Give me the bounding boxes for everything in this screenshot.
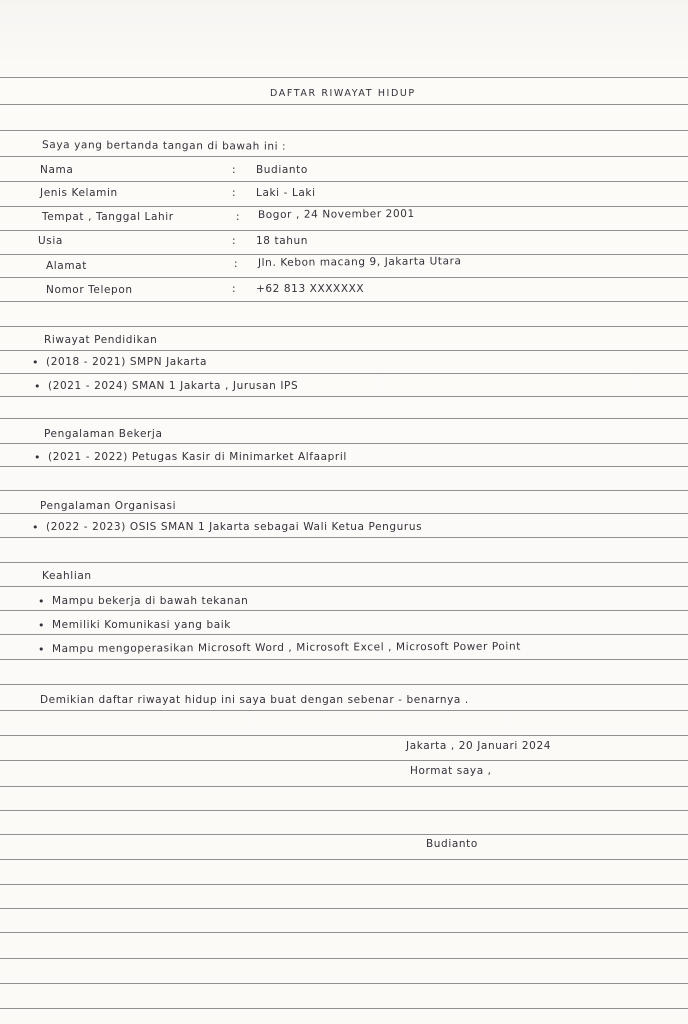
- value-tempat-tanggal-lahir: Bogor , 24 November 2001: [257, 207, 415, 221]
- value-nama: Budianto: [256, 164, 308, 176]
- ruled-line: [0, 418, 688, 419]
- work-item: • (2021 - 2022) Petugas Kasir di Minimarket Alfaapril: [48, 451, 347, 463]
- place-date: Jakarta , 20 Januari 2024: [406, 740, 552, 752]
- ruled-line: [0, 156, 688, 157]
- value-jenis-kelamin: Laki - Laki: [256, 187, 316, 199]
- ruled-line: [0, 396, 688, 397]
- ruled-line: [0, 760, 688, 761]
- ruled-line: [0, 513, 688, 514]
- ruled-line: [0, 206, 688, 207]
- ruled-line: [0, 130, 688, 131]
- ruled-line: [0, 684, 688, 685]
- ruled-line: [0, 932, 688, 933]
- organization-heading: Pengalaman Organisasi: [40, 500, 177, 512]
- label-jenis-kelamin: Jenis Kelamin: [40, 187, 118, 199]
- education-heading: Riwayat Pendidikan: [44, 334, 158, 346]
- separator: :: [232, 235, 237, 247]
- ruled-line: [0, 859, 688, 860]
- ruled-line: [0, 834, 688, 835]
- ruled-line: [0, 958, 688, 959]
- ruled-line: [0, 350, 688, 351]
- separator: :: [232, 164, 237, 176]
- value-nomor-telepon: +62 813 XXXXXXX: [256, 283, 365, 295]
- ruled-line: [0, 301, 688, 302]
- ruled-line: [0, 326, 688, 327]
- label-usia: Usia: [38, 235, 63, 247]
- ruled-line: [0, 277, 688, 278]
- separator: :: [232, 187, 237, 199]
- intro-text: Saya yang bertanda tangan di bawah ini :: [42, 139, 287, 153]
- skill-item: • Mampu bekerja di bawah tekanan: [52, 595, 248, 607]
- ruled-line: [0, 254, 688, 255]
- work-heading: Pengalaman Bekerja: [44, 428, 163, 440]
- ruled-line: [0, 786, 688, 787]
- separator: :: [236, 211, 241, 223]
- signature-name: Budianto: [426, 838, 478, 850]
- value-usia: 18 tahun: [256, 235, 309, 247]
- label-tempat-tanggal-lahir: Tempat , Tanggal Lahir: [42, 211, 174, 223]
- education-item: • (2018 - 2021) SMPN Jakarta: [46, 356, 207, 368]
- ruled-line: [0, 466, 688, 467]
- closing-statement: Demikian daftar riwayat hidup ini saya buat dengan sebenar - benarnya .: [40, 694, 469, 706]
- separator: :: [234, 258, 239, 270]
- ruled-line: [0, 373, 688, 374]
- ruled-line: [0, 230, 688, 231]
- skill-item: • Mampu mengoperasikan Microsoft Word , Microsoft Excel , Microsoft Power Point: [52, 641, 521, 655]
- ruled-line: [0, 104, 688, 105]
- ruled-line: [0, 1008, 688, 1009]
- ruled-line: [0, 983, 688, 984]
- document-title: DAFTAR RIWAYAT HIDUP: [270, 88, 416, 99]
- label-alamat: Alamat: [46, 260, 87, 272]
- separator: :: [232, 283, 237, 295]
- education-item: • (2021 - 2024) SMAN 1 Jakarta , Jurusan IPS: [48, 380, 298, 392]
- ruled-line: [0, 810, 688, 811]
- label-nama: Nama: [40, 164, 74, 176]
- skill-item: • Memiliki Komunikasi yang baik: [52, 619, 231, 631]
- ruled-line: [0, 884, 688, 885]
- ruled-line: [0, 908, 688, 909]
- ruled-line: [0, 610, 688, 611]
- ruled-line: [0, 77, 688, 78]
- ruled-line: [0, 443, 688, 444]
- skills-heading: Keahlian: [42, 570, 92, 582]
- ruled-line: [0, 735, 688, 736]
- ruled-line: [0, 562, 688, 563]
- ruled-line: [0, 659, 688, 660]
- regards: Hormat saya ,: [410, 765, 492, 777]
- label-nomor-telepon: Nomor Telepon: [46, 284, 133, 296]
- ruled-line: [0, 537, 688, 538]
- ruled-line: [0, 710, 688, 711]
- ruled-line: [0, 490, 688, 491]
- ruled-line: [0, 181, 688, 182]
- ruled-line: [0, 586, 688, 587]
- ruled-line: [0, 634, 688, 635]
- value-alamat: Jln. Kebon macang 9, Jakarta Utara: [257, 255, 462, 269]
- organization-item: • (2022 - 2023) OSIS SMAN 1 Jakarta sebagai Wali Ketua Pengurus: [46, 521, 422, 533]
